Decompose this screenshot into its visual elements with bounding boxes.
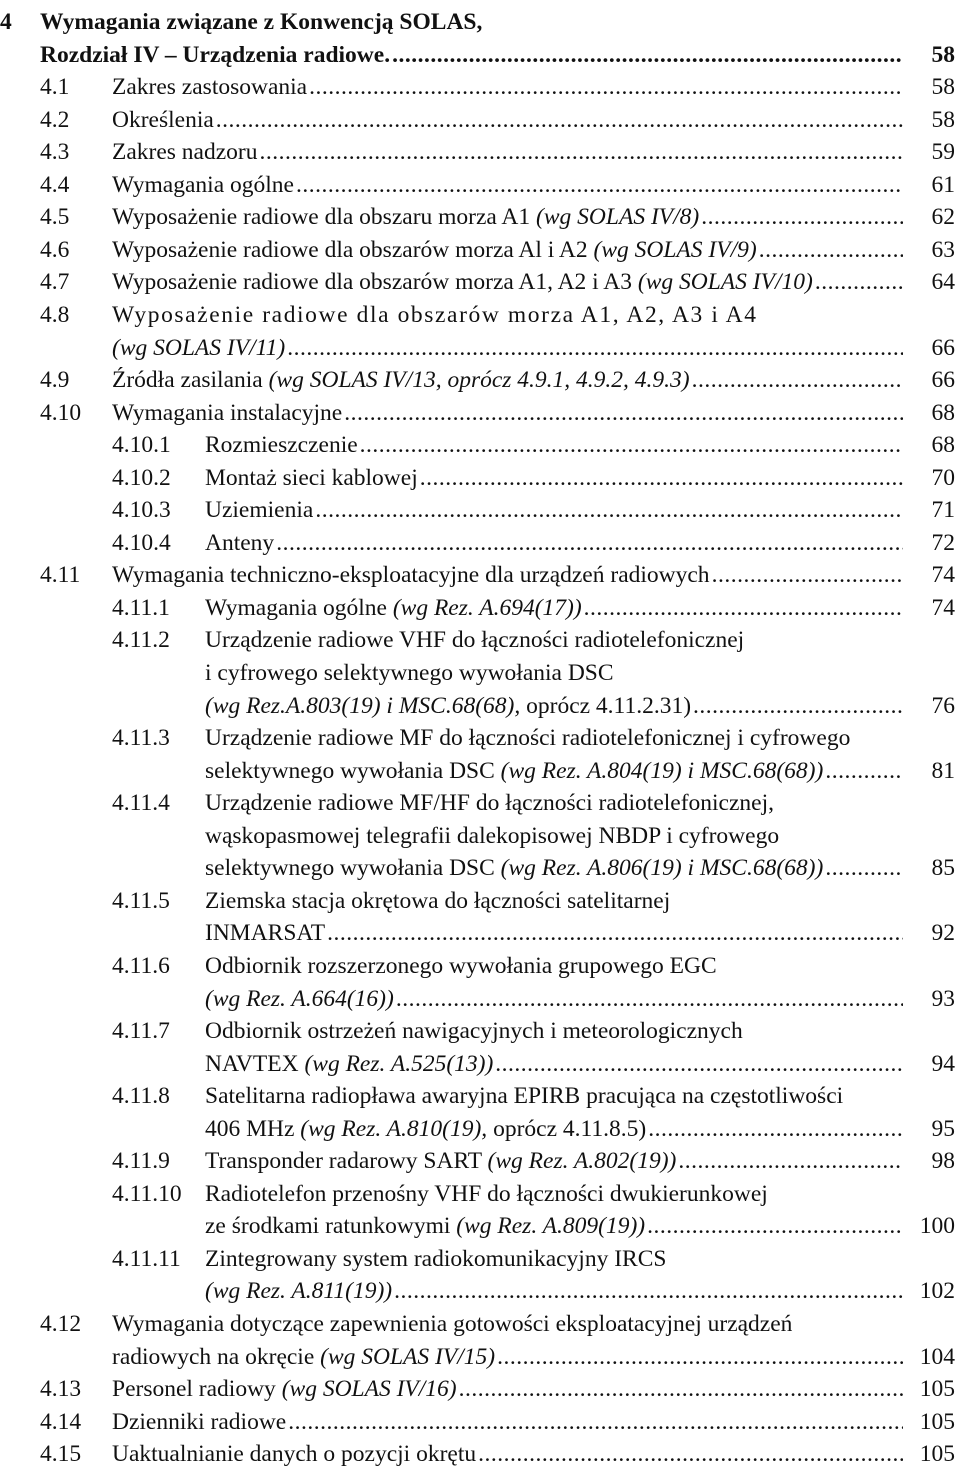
section-title-text: Określenia: [112, 106, 214, 133]
page-number: 70: [931, 464, 955, 491]
section-title: [112, 397, 342, 429]
section-number: 4.1: [40, 74, 70, 101]
toc-line: [0, 592, 960, 624]
section-number: 4.11.2: [112, 627, 170, 654]
section-title: Rozdział IV – Urządzenia radiowe.: [40, 41, 391, 68]
section-title-text: Wymagania ogólne: [205, 594, 393, 621]
section-title: wąskopasmowej telegrafii dalekopisowej NBDP i cyfrowego: [205, 822, 780, 849]
leader-dots: [825, 755, 903, 787]
section-title: [112, 234, 757, 266]
section-title: [205, 1048, 493, 1080]
section-title-text: Uziemienia: [205, 497, 314, 524]
leader-dots: [327, 917, 903, 949]
toc-line: [0, 1145, 960, 1177]
leader-dots: [692, 364, 903, 396]
toc-line: [0, 1080, 960, 1112]
section-title-text: Wyposażenie radiowe dla obszarów morza Al i A2: [112, 236, 594, 263]
section-number: 4.11.4: [112, 790, 170, 817]
section-title: Wymagania związane z Konwencją SOLAS,: [40, 9, 483, 35]
leader-dots: [392, 39, 903, 71]
section-title-text: 406 MHz: [205, 1115, 301, 1142]
section-title: [205, 1210, 645, 1242]
section-title-text: NAVTEX: [205, 1050, 305, 1077]
section-title-text: Wymagania instalacyjne: [112, 399, 343, 426]
leader-dots: [497, 1341, 903, 1373]
leader-dots: [296, 169, 903, 201]
toc-line: [0, 820, 960, 852]
page-number: 68: [931, 399, 955, 426]
toc-line: [0, 169, 960, 201]
page-number: 66: [931, 367, 955, 394]
leader-dots: [360, 429, 903, 461]
toc-line: [0, 494, 960, 526]
page-number: 76: [931, 692, 955, 719]
section-number: 4.6: [40, 236, 70, 263]
page-number: 81: [931, 757, 955, 784]
regulation-reference: (wg Rez. A.802(19)): [487, 1148, 677, 1175]
toc-line: [0, 364, 960, 396]
toc-line: [0, 71, 960, 103]
toc-line-continuation: [0, 1275, 960, 1307]
toc-line-continuation: [0, 1341, 960, 1373]
section-title: [205, 494, 313, 526]
section-title: Zintegrowany system radiokomunikacyjny IRCS: [205, 1245, 667, 1272]
leader-dots: [315, 494, 903, 526]
section-number: 4: [0, 9, 12, 35]
section-title-text: Wymagania ogólne: [112, 171, 294, 198]
section-title: [112, 71, 307, 103]
section-title: [205, 852, 823, 884]
regulation-reference: (wg Rez. A.804(19) i MSC.68(68)): [500, 757, 824, 784]
page-number: 100: [919, 1213, 955, 1240]
section-title: [205, 755, 823, 787]
section-title: [205, 917, 325, 949]
page-number: 94: [931, 1050, 955, 1077]
section-number: 4.5: [40, 204, 70, 231]
section-title-text: Źródła zasilania: [112, 367, 269, 394]
toc-line: [0, 1308, 960, 1340]
section-title-text: Montaż sieci kablowej: [205, 464, 418, 491]
section-title-text: Wymagania techniczno-eksploatacyjne dla urządzeń radiowych: [112, 562, 710, 589]
section-title: [112, 169, 294, 201]
section-title-tail: oprócz 4.11.8.5): [487, 1115, 647, 1142]
page-number: 85: [931, 855, 955, 882]
page-number: 59: [931, 139, 955, 166]
leader-dots: [396, 983, 903, 1015]
section-title-text: Rozmieszczenie: [205, 432, 358, 459]
leader-dots: [344, 397, 903, 429]
toc-line-continuation: [0, 1048, 960, 1080]
page-number: 74: [931, 562, 955, 589]
toc-line: [0, 559, 960, 591]
section-title-text: radiowych na okręcie: [112, 1343, 321, 1370]
page-number: 64: [931, 269, 955, 296]
section-title: [205, 983, 394, 1015]
section-title-text: selektywnego wywołania DSC: [205, 757, 501, 784]
toc-line: [0, 429, 960, 461]
toc-line: [0, 787, 960, 819]
section-number: 4.4: [40, 171, 70, 198]
section-title: [112, 1406, 286, 1438]
regulation-reference: (wg SOLAS IV/11): [112, 334, 286, 361]
toc-line-continuation: [0, 852, 960, 884]
section-number: 4.10.2: [112, 464, 171, 491]
regulation-reference: (wg Rez. A.525(13)): [304, 1050, 494, 1077]
section-title: [205, 592, 582, 624]
page-number: 74: [931, 594, 955, 621]
toc-line: [0, 39, 960, 71]
toc-line: [0, 201, 960, 233]
toc-line: [0, 657, 960, 689]
section-title: [205, 690, 691, 722]
section-title-text: Wyposażenie radiowe dla obszaru morza A1: [112, 204, 537, 231]
section-title: Radiotelefon przenośny VHF do łączności dwukierunkowej: [205, 1180, 768, 1207]
section-title: [112, 299, 758, 331]
section-title: [205, 462, 418, 494]
section-number: 4.15: [40, 1441, 82, 1468]
regulation-reference: (wg SOLAS IV/9): [593, 236, 757, 263]
regulation-reference: (wg SOLAS IV/10): [637, 269, 813, 296]
toc-line: [0, 624, 960, 656]
section-title-text: Wyposażenie radiowe dla obszarów morza A1, A2, A3 i A4: [112, 301, 758, 328]
section-number: 4.10.1: [112, 432, 171, 459]
section-title-text: ze środkami ratunkowymi: [205, 1213, 457, 1240]
section-title-text: Zakres nadzoru: [112, 139, 258, 166]
section-title-text: INMARSAT: [205, 920, 326, 947]
leader-dots: [647, 1210, 903, 1242]
section-title-text: Transponder radarowy SART: [205, 1148, 488, 1175]
section-number: 4.13: [40, 1376, 82, 1403]
leader-dots: [420, 462, 903, 494]
page-number: 105: [919, 1441, 955, 1468]
section-number: 4.11.3: [112, 725, 170, 752]
regulation-reference: (wg SOLAS IV/15): [320, 1343, 496, 1370]
section-title: [112, 559, 710, 591]
page-number: 58: [931, 74, 955, 101]
toc-line: [0, 950, 960, 982]
toc-line-continuation: [0, 917, 960, 949]
toc-line: [0, 527, 960, 559]
page-number: 72: [931, 529, 955, 556]
toc-line: [0, 6, 960, 38]
leader-dots: [759, 234, 903, 266]
toc-line: [0, 234, 960, 266]
section-number: 4.10.3: [112, 497, 171, 524]
leader-dots: [260, 136, 904, 168]
section-title-tail: oprócz 4.11.2.31): [520, 692, 692, 719]
page-number: 105: [919, 1408, 955, 1435]
regulation-reference: (wg Rez. A.811(19)): [205, 1278, 393, 1305]
toc-line: [0, 266, 960, 298]
toc-line: [0, 1406, 960, 1438]
toc-line: [0, 1015, 960, 1047]
toc-line-continuation: [0, 690, 960, 722]
regulation-reference: (wg SOLAS IV/13, oprócz 4.9.1, 4.9.2, 4.9.3): [268, 367, 690, 394]
leader-dots: [287, 332, 903, 364]
section-title: [205, 1145, 676, 1177]
toc-line: [0, 299, 960, 331]
regulation-reference: (wg Rez. A.810(19),: [300, 1115, 488, 1142]
section-title-text: Uaktualnianie danych o pozycji okrętu: [112, 1441, 477, 1468]
page-number: 98: [931, 1148, 955, 1175]
toc-line: [0, 885, 960, 917]
regulation-reference: (wg Rez. A.809(19)): [456, 1213, 646, 1240]
toc-line-continuation: [0, 983, 960, 1015]
page-number: 61: [931, 171, 955, 198]
page-number: 104: [919, 1343, 955, 1370]
leader-dots: [216, 104, 903, 136]
section-title: [112, 136, 258, 168]
section-title: Urządzenie radiowe MF do łączności radiotelefonicznej i cyfrowego: [205, 725, 851, 752]
leader-dots: [459, 1373, 903, 1405]
section-title: [112, 104, 214, 136]
section-title: [112, 266, 813, 298]
section-number: 4.10: [40, 399, 82, 426]
leader-dots: [825, 852, 903, 884]
page-number: 102: [919, 1278, 955, 1305]
leader-dots: [309, 71, 903, 103]
page-number: 58: [931, 106, 955, 133]
section-number: 4.10.4: [112, 529, 171, 556]
section-number: 4.12: [40, 1311, 82, 1337]
regulation-reference: (wg Rez. A.664(16)): [205, 985, 394, 1012]
section-title: [112, 1373, 457, 1405]
section-title-text: Zakres zastosowania: [112, 74, 308, 101]
section-title: Urządzenie radiowe MF/HF do łączności radiotelefonicznej,: [205, 790, 775, 817]
leader-dots: [648, 1113, 903, 1145]
leader-dots: [478, 1438, 903, 1470]
section-number: 4.11.11: [112, 1245, 181, 1272]
toc-line: [0, 397, 960, 429]
leader-dots: [712, 559, 903, 591]
section-title: [205, 527, 274, 559]
toc-line: [0, 1373, 960, 1405]
section-number: 4.14: [40, 1408, 82, 1435]
section-title: [205, 429, 358, 461]
section-title-text: Personel radiowy: [112, 1376, 282, 1403]
leader-dots: [815, 266, 903, 298]
section-number: 4.8: [40, 301, 70, 328]
toc-line: [0, 462, 960, 494]
page-number: 92: [931, 920, 955, 947]
section-title: [112, 364, 690, 396]
page-number: 58: [931, 41, 955, 68]
section-number: 4.11: [40, 562, 81, 589]
section-title: [112, 201, 699, 233]
leader-dots: [678, 1145, 903, 1177]
page-number: 66: [931, 334, 955, 361]
leader-dots: [276, 527, 903, 559]
leader-dots: [693, 690, 903, 722]
regulation-reference: (wg SOLAS IV/16): [281, 1376, 457, 1403]
section-title-text: Wyposażenie radiowe dla obszarów morza A1, A2 i A3: [112, 269, 638, 296]
toc-line: [0, 1438, 960, 1470]
toc-line-continuation: [0, 755, 960, 787]
section-number: 4.11.9: [112, 1148, 170, 1175]
toc-line: [0, 722, 960, 754]
page-number: 71: [931, 497, 955, 524]
page-number: 95: [931, 1115, 955, 1142]
toc-line: [0, 136, 960, 168]
section-title-text: Anteny: [205, 529, 275, 556]
section-number: 4.2: [40, 106, 70, 133]
section-number: 4.11.7: [112, 1018, 170, 1045]
leader-dots: [701, 201, 903, 233]
section-number: 4.11.5: [112, 887, 170, 914]
regulation-reference: (wg SOLAS IV/8): [536, 204, 700, 231]
section-number: 4.9: [40, 367, 70, 394]
leader-dots: [288, 1406, 903, 1438]
section-title: [112, 332, 285, 364]
section-title: i cyfrowego selektywnego wywołania DSC: [205, 660, 614, 686]
section-title: [112, 1341, 495, 1373]
section-title-text: Dzienniki radiowe: [112, 1408, 287, 1435]
section-number: 4.3: [40, 139, 70, 166]
section-title: [205, 1275, 392, 1307]
leader-dots: [584, 592, 903, 624]
toc-line: [0, 1243, 960, 1275]
section-title: Odbiornik ostrzeżeń nawigacyjnych i meteorologicznych: [205, 1018, 743, 1045]
page-number: 93: [931, 985, 955, 1012]
section-title-text: selektywnego wywołania DSC: [205, 855, 501, 882]
section-title: Urządzenie radiowe VHF do łączności radiotelefonicznej: [205, 627, 745, 654]
toc-line-continuation: [0, 1113, 960, 1145]
section-title: Ziemska stacja okrętowa do łączności satelitarnej: [205, 887, 671, 914]
section-number: 4.11.10: [112, 1180, 182, 1207]
regulation-reference: (wg Rez. A.806(19) i MSC.68(68)): [500, 855, 824, 882]
section-title: [205, 1113, 646, 1145]
toc-line: [0, 1178, 960, 1210]
toc-line-continuation: [0, 1210, 960, 1242]
section-number: 4.7: [40, 269, 70, 296]
toc-line: [0, 104, 960, 136]
section-title: [112, 1438, 476, 1470]
leader-dots: [495, 1048, 903, 1080]
section-number: 4.11.6: [112, 952, 170, 979]
leader-dots: [394, 1275, 903, 1307]
page-number: 105: [919, 1376, 955, 1403]
page-number: 62: [931, 204, 955, 231]
section-number: 4.11.8: [112, 1083, 170, 1110]
section-title: Satelitarna radiopława awaryjna EPIRB pracująca na częstotliwości: [205, 1083, 844, 1110]
section-title: Wymagania dotyczące zapewnienia gotowości eksploatacyjnej urządzeń: [112, 1311, 793, 1337]
section-title: Odbiornik rozszerzonego wywołania grupowego EGC: [205, 952, 717, 979]
section-number: 4.11.1: [112, 594, 170, 621]
regulation-reference: (wg Rez.A.803(19) i MSC.68(68),: [205, 692, 521, 719]
regulation-reference: (wg Rez. A.694(17)): [392, 594, 582, 621]
page-number: 63: [931, 236, 955, 263]
toc-line-continuation: [0, 332, 960, 364]
page-number: 68: [931, 432, 955, 459]
